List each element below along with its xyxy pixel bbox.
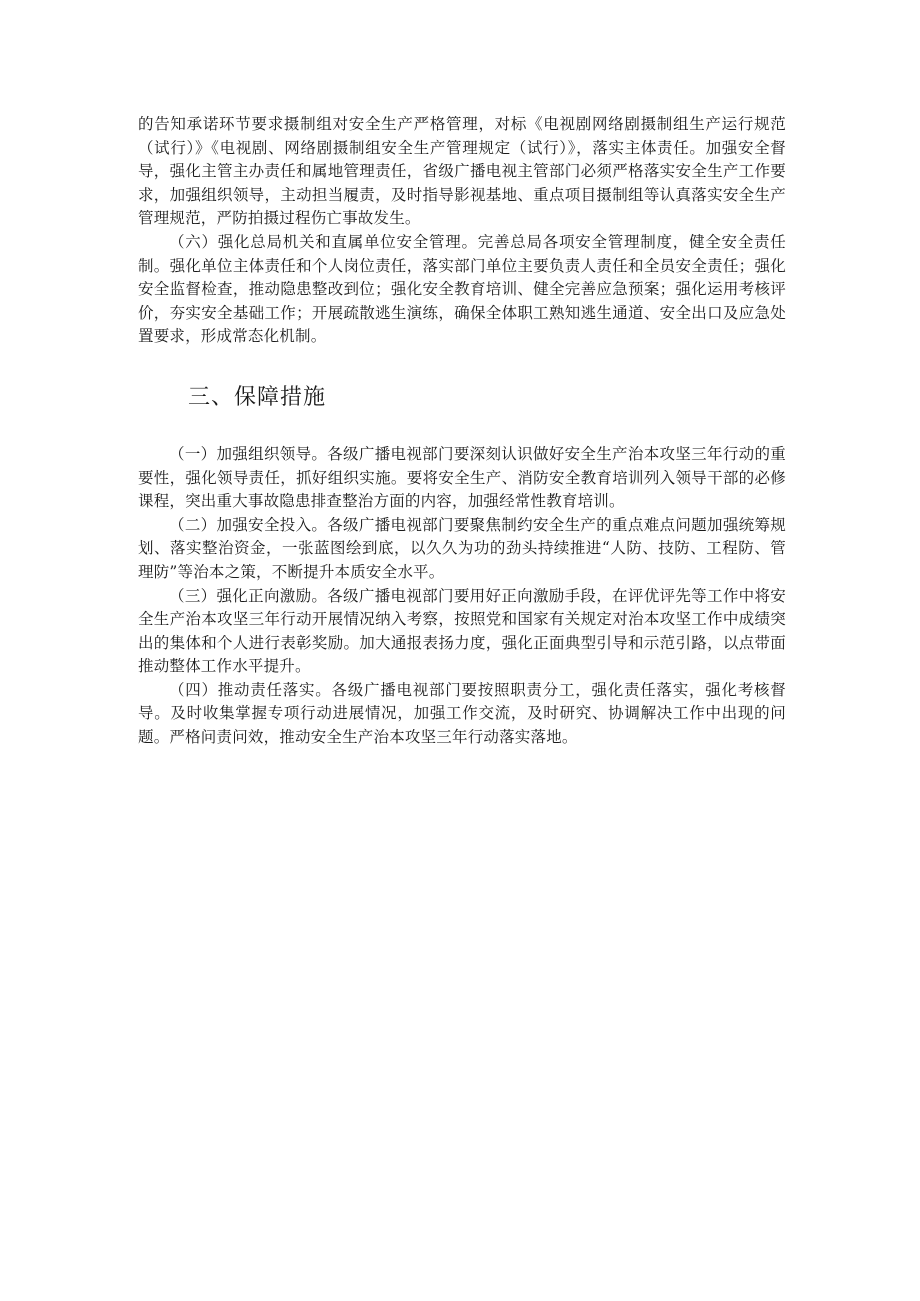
document-body	[138, 113, 786, 750]
paragraph-item-1: （一）加强组织领导。各级广播电视部门要深刻认识做好安全生产治本攻坚三年行动的重要性，强化领导责任，抓好组织实施。要将安全生产、消防安全教育培训列入领导干部的必修课程，突出重大事故隐患排查整治方面的内容，加强经常性教育培训。	[138, 444, 786, 511]
spacer	[138, 349, 786, 383]
section-heading: 三、保障措施	[188, 384, 327, 410]
paragraph-item-6: （六）强化总局机关和直属单位安全管理。完善总局各项安全管理制度，健全安全责任制。强化单位主体责任和个人岗位责任，落实部门单位主要负责人责任和全员安全责任；强化安全监督检查，推动隐患整改到位；强化安全教育培训、健全完善应急预案；强化运用考核评价，夯实安全基础工作；开展疏散逃生演练，确保全体职工熟知逃生通道、安全出口及应急处置要求，形成常态化机制。	[138, 232, 786, 346]
paragraph-item-4: （四）推动责任落实。各级广播电视部门要按照职责分工，强化责任落实，强化考核督导。及时收集掌握专项行动进展情况，加强工作交流，及时研究、协调解决工作中出现的问题。严格问责问效，推动安全生产治本攻坚三年行动落实落地。	[138, 680, 786, 747]
paragraph-item-3: （三）强化正向激励。各级广播电视部门要用好正向激励手段，在评优评先等工作中将安全生产治本攻坚三年行动开展情况纳入考察，按照党和国家有关规定对治本攻坚工作中成绩突出的集体和个人进行表彰奖励。加大通报表扬力度，强化正面典型引导和示范引路，以点带面推动整体工作水平提升。	[138, 586, 786, 676]
paragraph-continuation: 的告知承诺环节要求摄制组对安全生产严格管理，对标《电视剧网络剧摄制组生产运行规范（试行）》《电视剧、网络剧摄制组安全生产管理规定（试行）》，落实主体责任。加强安全督导，强化主管主办责任和属地管理责任，省级广播电视主管部门必须严格落实安全生产工作要求，加强组织领导，主动担当履责，及时指导影视基地、重点项目摄制组等认真落实安全生产管理规范，严防拍摄过程伤亡事故发生。	[138, 115, 786, 228]
paragraph-item-2: （二）加强安全投入。各级广播电视部门要聚焦制约安全生产的重点难点问题加强统筹规划、落实整治资金，一张蓝图绘到底，以久久为功的劲头持续推进“人防、技防、工程防、管理防”等治本之策，不断提升本质安全水平。	[138, 515, 786, 581]
spacer	[138, 413, 786, 443]
